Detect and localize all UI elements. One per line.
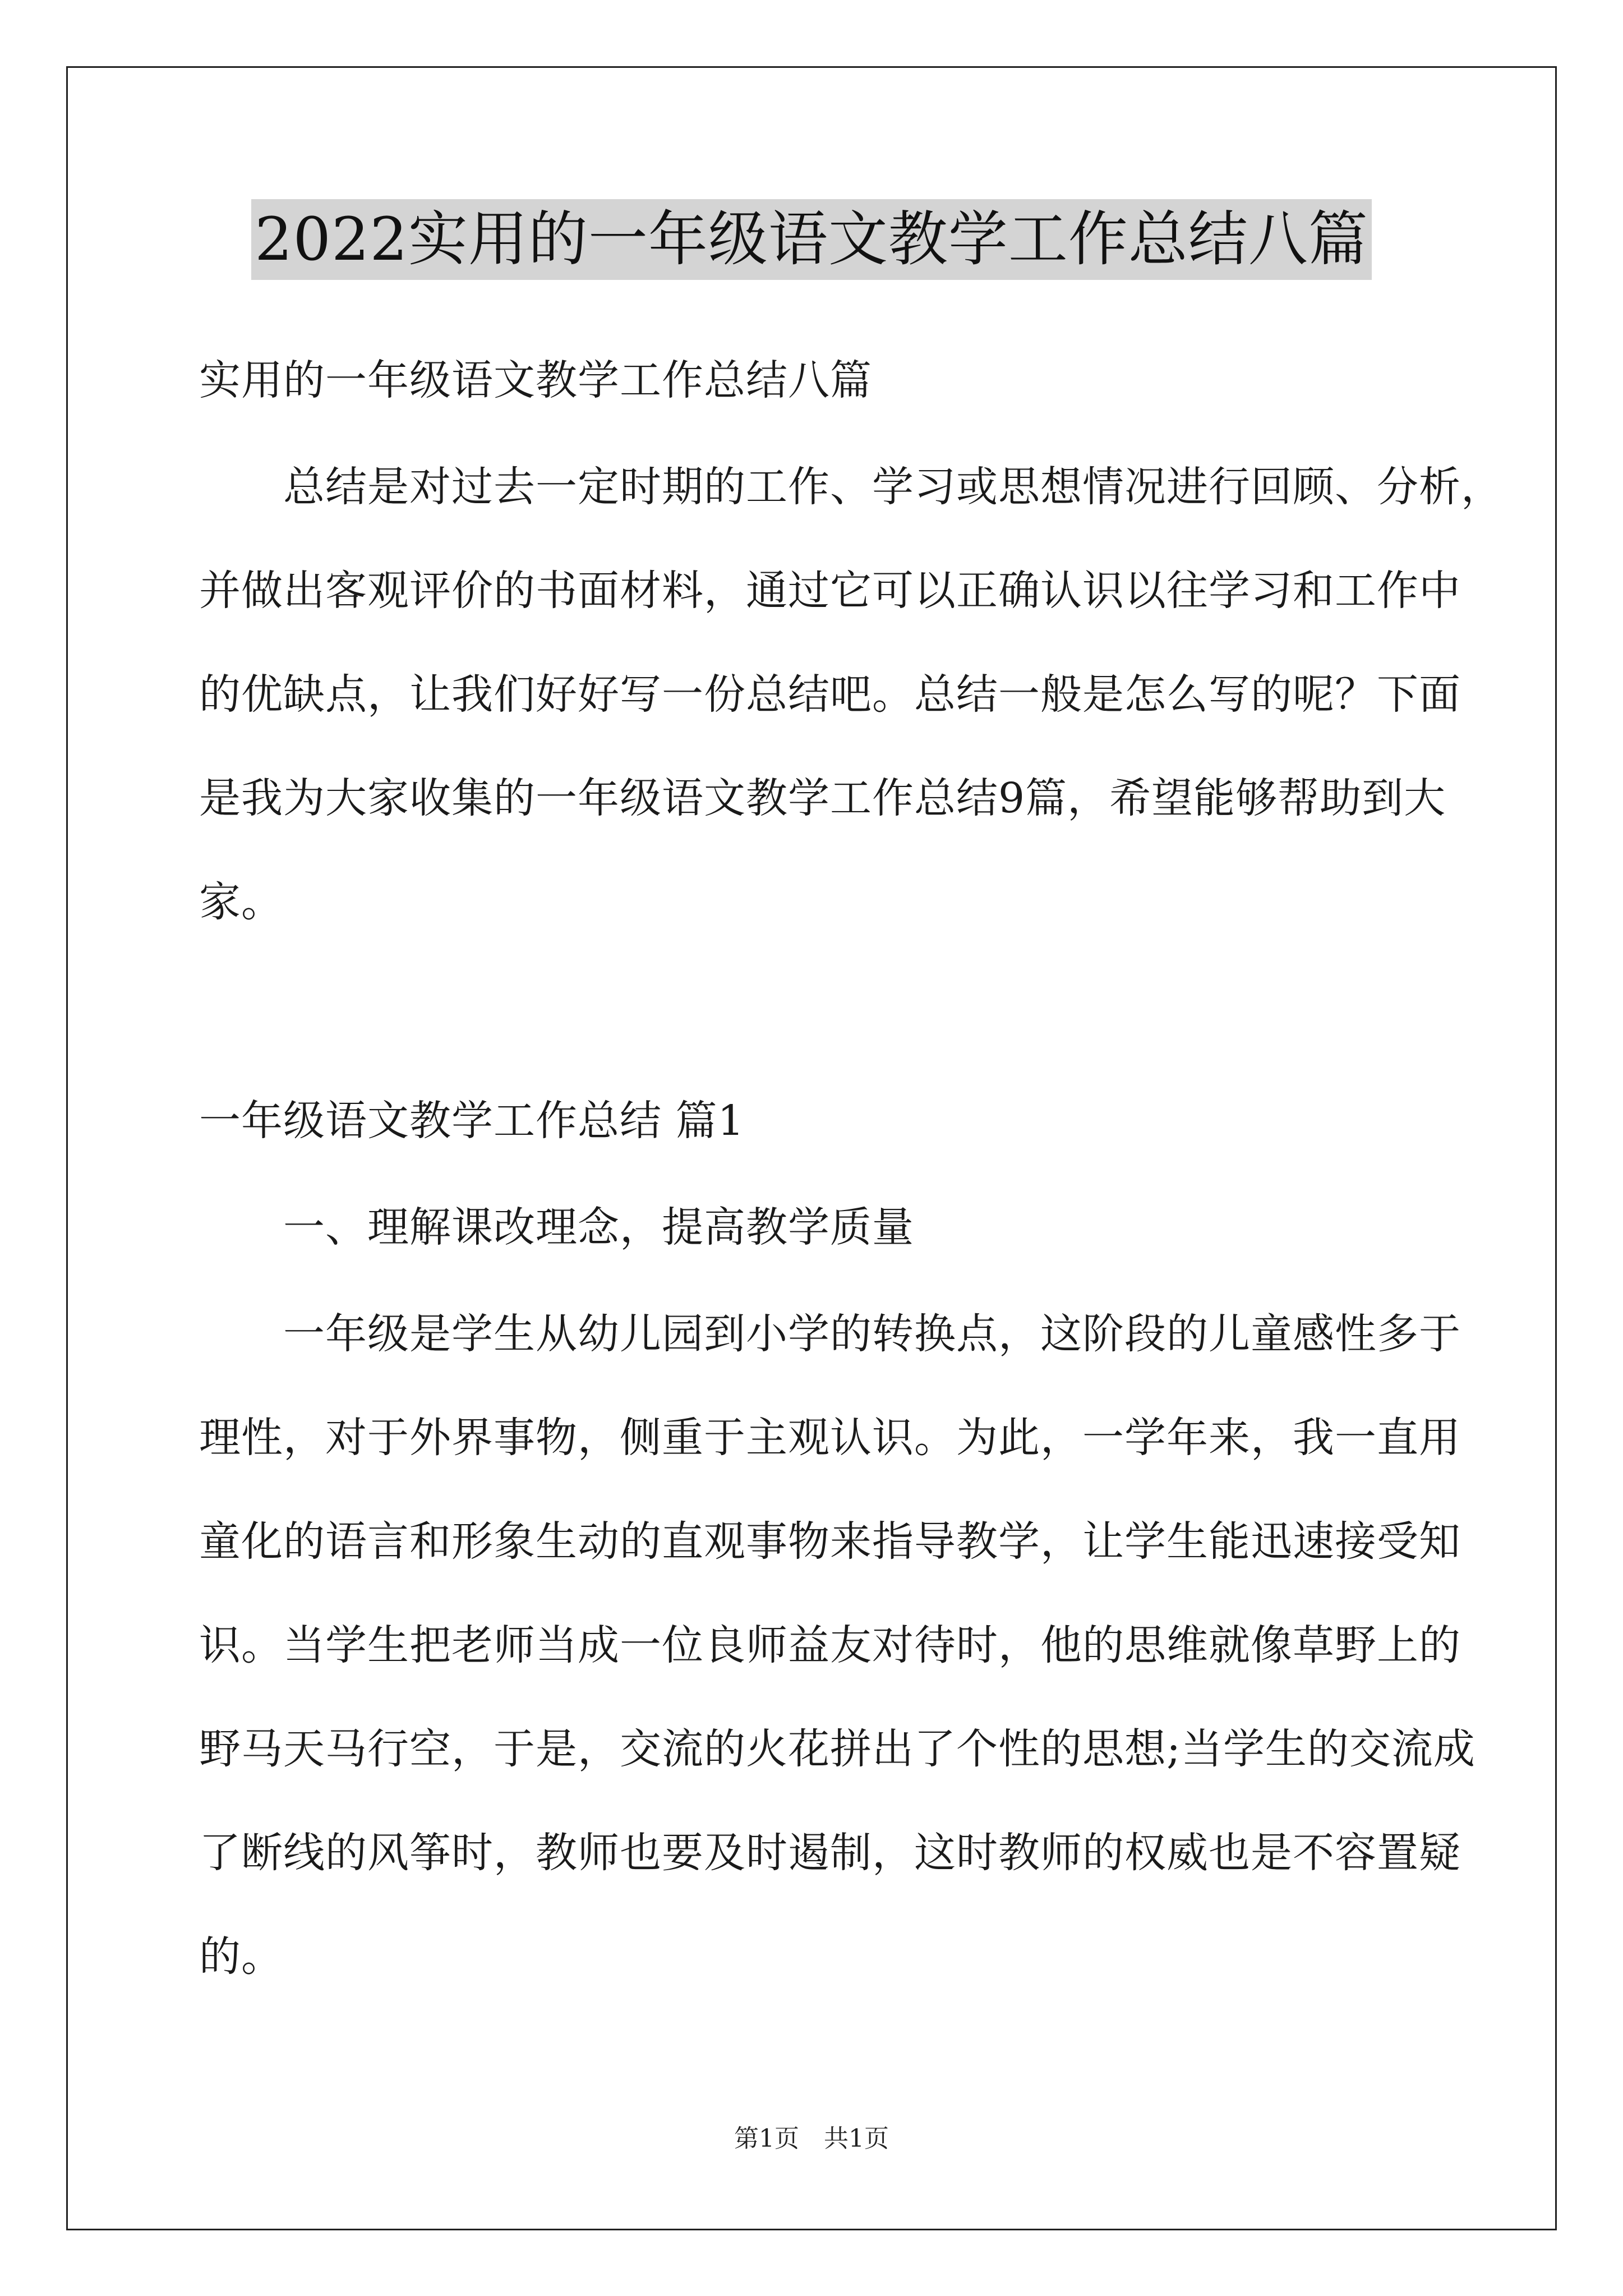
intro-line: 的优缺点，让我们好好写一份总结吧。总结一般是怎么写的呢？下面 [199,670,1461,719]
body-line: 野马天马行空，于是，交流的火花拼出了个性的思想;当学生的交流成 [199,1725,1476,1773]
body-line: 理性，对于外界事物，侧重于主观认识。为此，一学年来，我一直用 [199,1414,1461,1462]
intro-line: 并做出客观评价的书面材料，通过它可以正确认识以往学习和工作中 [199,567,1461,615]
intro-line: 总结是对过去一定时期的工作、学习或思想情况进行回顾、分析， [199,463,1503,511]
body-line: 的。 [199,1932,283,1981]
document-title: 2022实用的一年级语文教学工作总结八篇 [251,199,1372,280]
body-line: 了断线的风筝时，教师也要及时遏制，这时教师的权威也是不容置疑 [199,1829,1461,1877]
page-number-footer: 第1页 共1页 [734,2124,889,2153]
document-subtitle: 实用的一年级语文教学工作总结八篇 [199,356,872,404]
title-container [0,199,1623,280]
intro-line: 是我为大家收集的一年级语文教学工作总结9篇，希望能够帮助到大 [199,774,1446,822]
body-line: 一年级是学生从幼儿园到小学的转换点，这阶段的儿童感性多于 [199,1310,1461,1358]
body-line: 识。当学生把老师当成一位良师益友对待时，他的思维就像草野上的 [199,1621,1461,1669]
section-heading: 一年级语文教学工作总结 篇1 [199,1097,745,1145]
intro-line: 家。 [199,878,283,926]
section-subheading: 一、理解课改理念，提高教学质量 [199,1203,914,1251]
body-line: 童化的语言和形象生动的直观事物来指导教学，让学生能迅速接受知 [199,1517,1461,1566]
